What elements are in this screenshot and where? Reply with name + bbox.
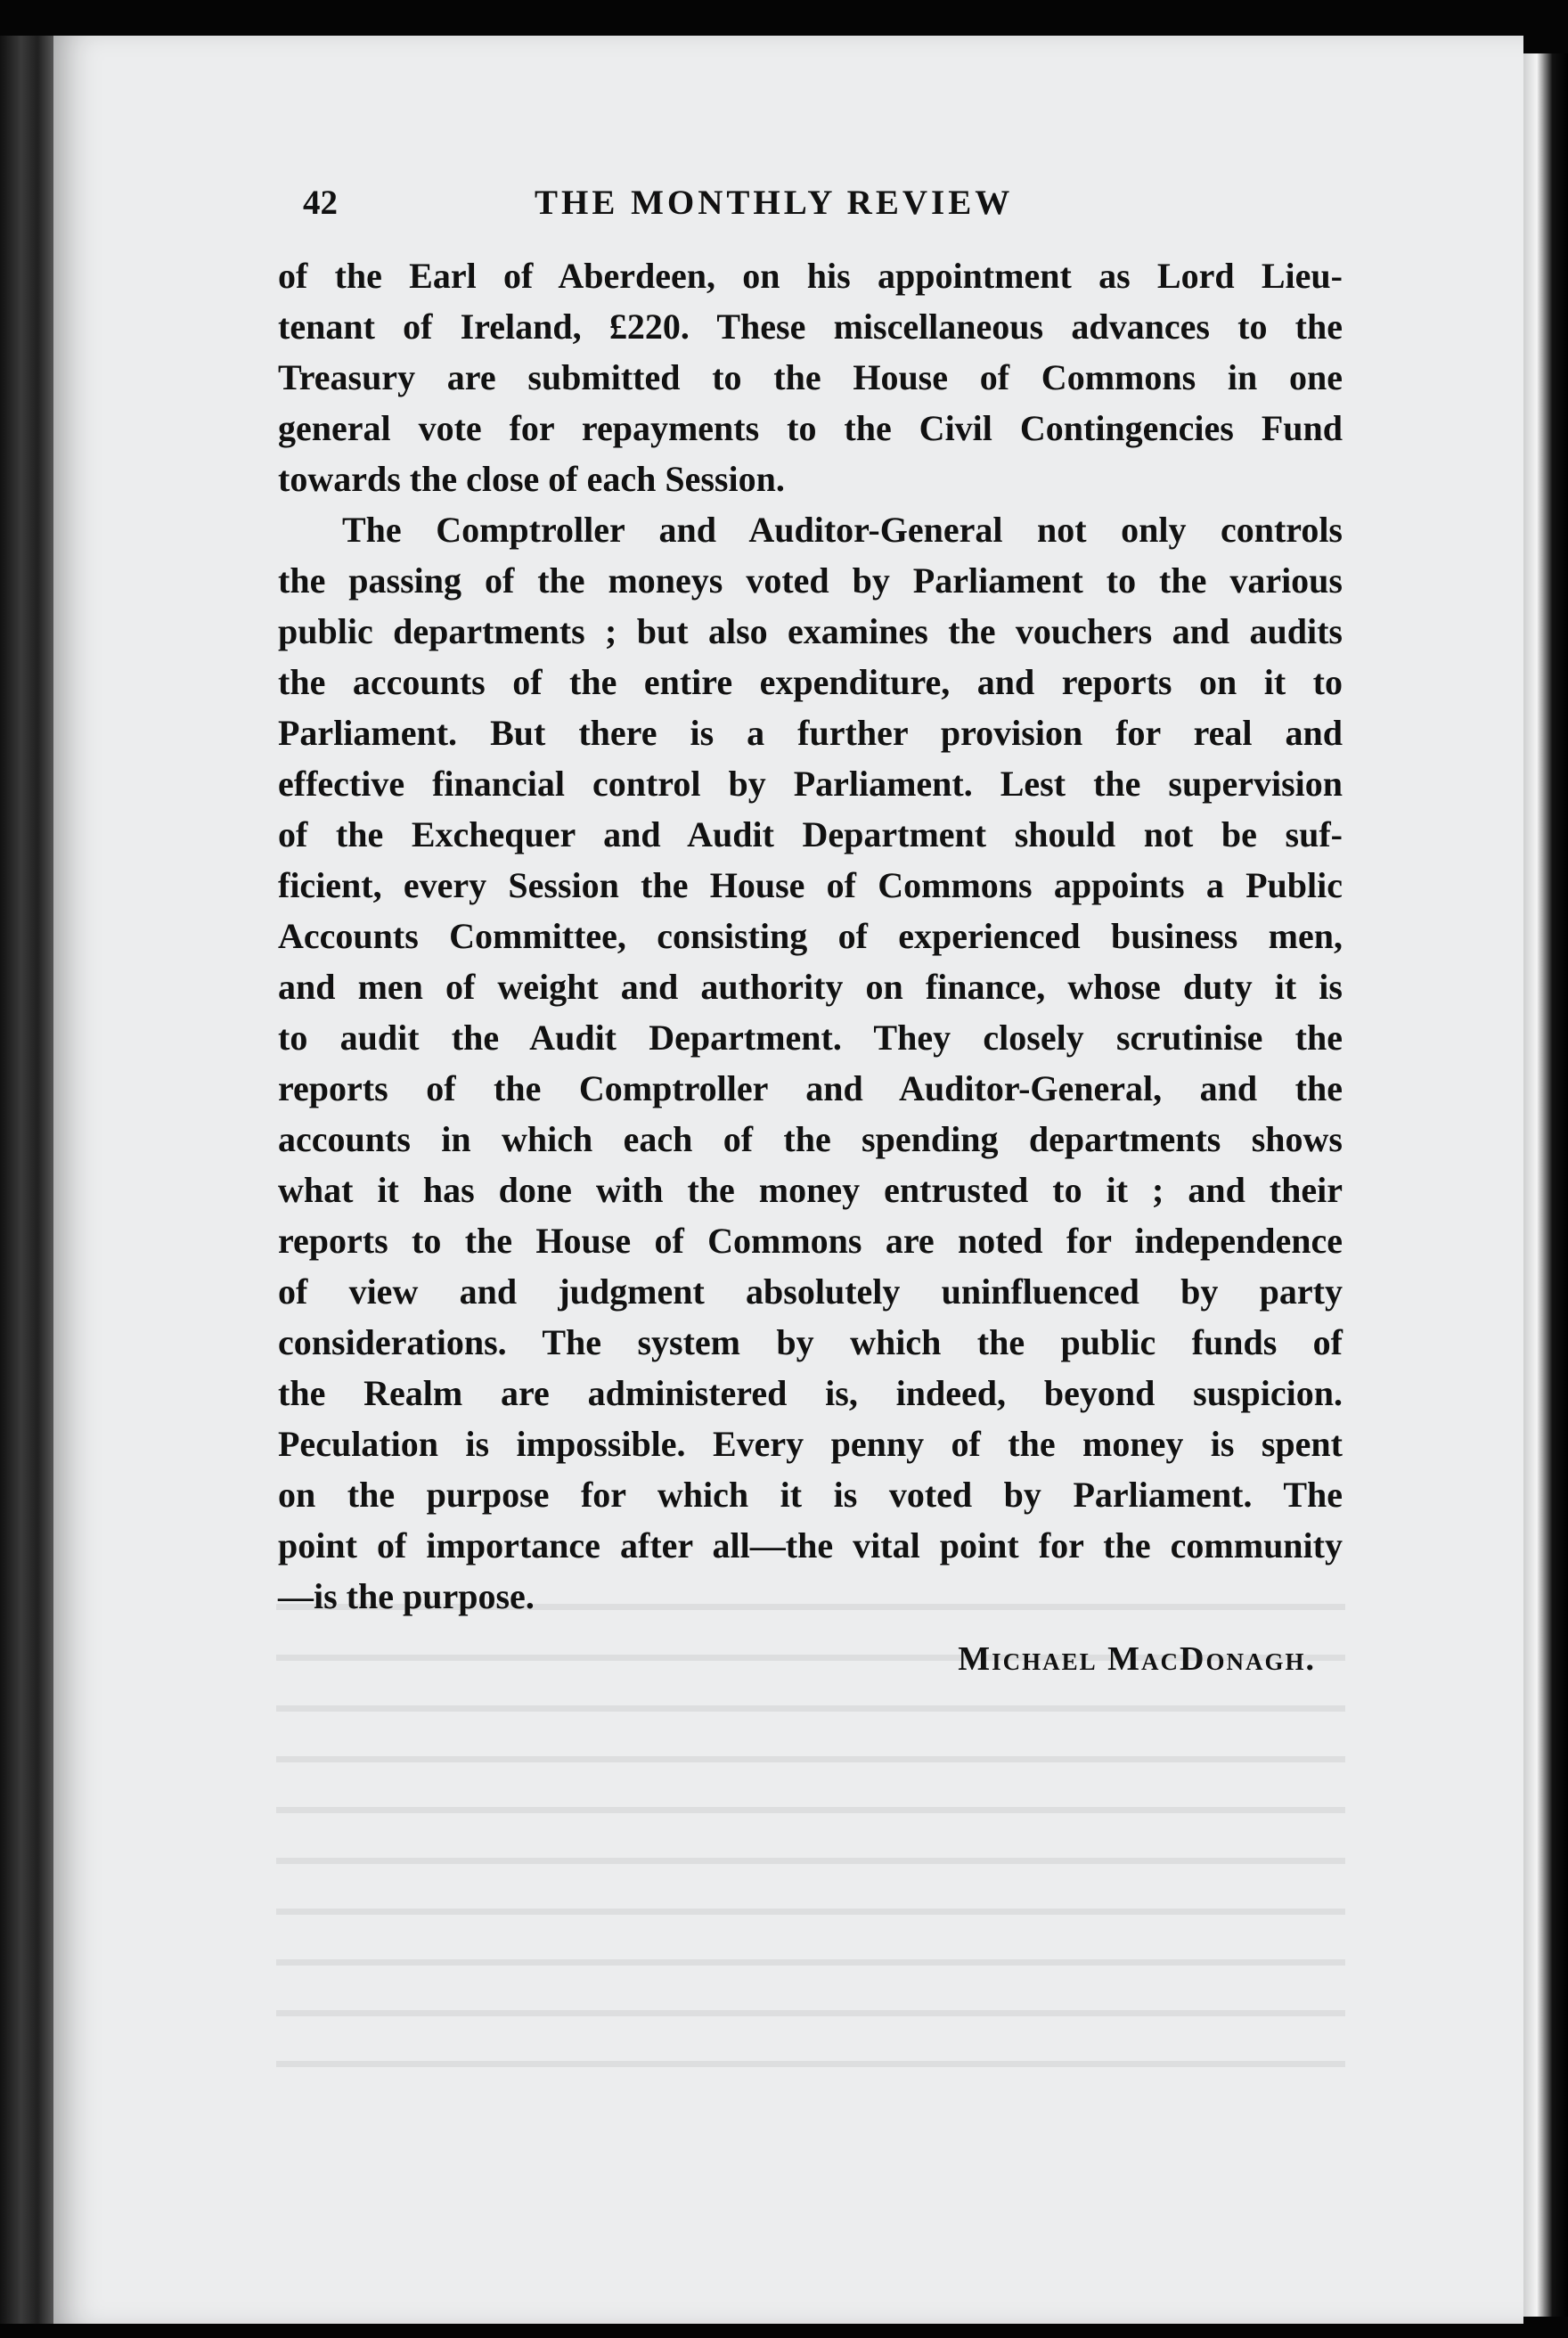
text-line: of the Earl of Aberdeen, on his appointment as Lord Lieu- — [278, 256, 1343, 296]
page-right-edge — [1523, 53, 1568, 2317]
journal-title: THE MONTHLY REVIEW — [535, 184, 1014, 222]
book-spine-edge — [0, 36, 53, 2324]
text-line: accounts in which each of the spending departments shows — [278, 1119, 1343, 1159]
text-line: to audit the Audit Department. They closely scrutinise the — [278, 1018, 1343, 1058]
text-line: the Realm are administered is, indeed, beyond suspicion. — [278, 1373, 1343, 1413]
text-line: The Comptroller and Auditor-General not only controls — [342, 510, 1343, 550]
text-line: general vote for repayments to the Civil Contingencies Fund — [278, 408, 1343, 448]
text-line: what it has done with the money entrusted to it ; and their — [278, 1170, 1343, 1210]
text-line: —is the purpose. — [278, 1576, 535, 1616]
text-line: the accounts of the entire expenditure, and reports on it to — [278, 662, 1343, 702]
text-line: and men of weight and authority on finance, whose duty it is — [278, 967, 1343, 1007]
text-line: reports of the Comptroller and Auditor-General, and the — [278, 1068, 1343, 1108]
text-line: ficient, every Session the House of Commons appoints a Public — [278, 865, 1343, 905]
text-block — [278, 183, 1343, 1679]
text-line: tenant of Ireland, £220. These miscellaneous advances to the — [278, 307, 1343, 347]
text-line: Parliament. But there is a further provision for real and — [278, 713, 1343, 753]
text-line: reports to the House of Commons are noted for independence — [278, 1221, 1343, 1261]
text-line: Treasury are submitted to the House of Commons in one — [278, 357, 1343, 397]
text-line: the passing of the moneys voted by Parliament to the various — [278, 560, 1343, 601]
text-line: on the purpose for which it is voted by Parliament. The — [278, 1475, 1343, 1515]
text-line: Peculation is impossible. Every penny of the money is spent — [278, 1424, 1343, 1464]
text-line: of the Exchequer and Audit Department should not be suf- — [278, 814, 1343, 854]
text-line: effective financial control by Parliament. Lest the supervision — [278, 764, 1343, 804]
text-line: of view and judgment absolutely uninfluenced by party — [278, 1271, 1343, 1312]
paragraph-1 — [278, 250, 1343, 504]
author-signature: Michael MacDonagh. — [958, 1640, 1316, 1678]
text-line: towards the close of each Session. — [278, 459, 785, 499]
text-line: point of importance after all—the vital point for the community — [278, 1525, 1343, 1565]
text-line: Accounts Committee, consisting of experienced business men, — [278, 916, 1343, 956]
paragraph-2 — [278, 504, 1343, 1622]
page-number: 42 — [303, 184, 338, 222]
text-line: considerations. The system by which the public funds of — [278, 1322, 1343, 1362]
running-head — [278, 183, 1343, 236]
text-line: public departments ; but also examines the vouchers and audits — [278, 611, 1343, 651]
